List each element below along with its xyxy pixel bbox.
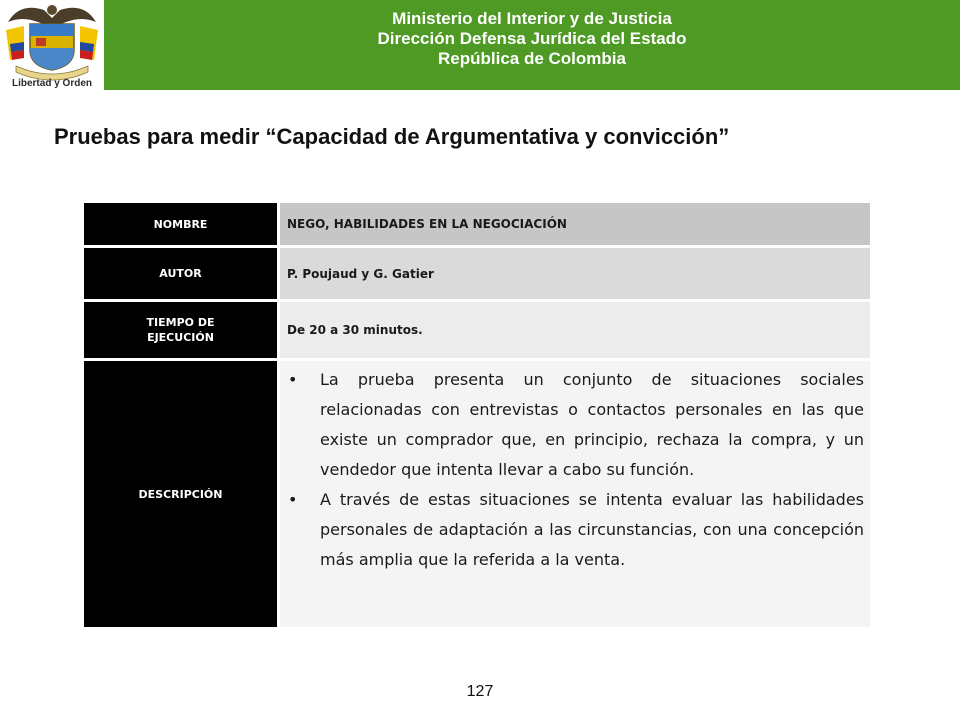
- test-info-table: [84, 203, 870, 627]
- table-row: [84, 203, 870, 247]
- row-label: AUTOR: [84, 247, 279, 301]
- list-item: • La prueba presenta un conjunto de situaciones sociales relacionadas con entrevistas o contactos personales en las que existe un comprador que, en principio, rechaza la compra, y un vendedor que intenta llevar a cabo su función.: [284, 365, 864, 485]
- description-list: [284, 365, 864, 575]
- table-row: [84, 360, 870, 628]
- page-number: 127: [466, 683, 494, 700]
- page-title: Pruebas para medir “Capacidad de Argumentativa y convicción”: [54, 124, 730, 149]
- header-banner: [104, 0, 960, 90]
- list-item: • A través de estas situaciones se intenta evaluar las habilidades personales de adaptación a las circunstancias, con una concepción más amplia que la referida a la venta.: [284, 485, 864, 575]
- bullet-icon: •: [288, 370, 298, 389]
- country-name: República de Colombia: [438, 49, 626, 68]
- row-label: NOMBRE: [84, 203, 279, 247]
- directorate-name: Dirección Defensa Jurídica del Estado: [377, 29, 687, 48]
- row-value: P. Poujaud y G. Gatier: [279, 247, 871, 301]
- row-value: NEGO, HABILIDADES EN LA NEGOCIACIÓN: [279, 203, 871, 247]
- bullet-icon: •: [288, 490, 298, 509]
- description-cell: [279, 360, 871, 628]
- svg-text:Libertad y Orden: Libertad y Orden: [11, 78, 93, 89]
- row-label: TIEMPO DE EJECUCIÓN: [84, 301, 279, 360]
- table-row: [84, 301, 870, 360]
- row-value: De 20 a 30 minutos.: [279, 301, 871, 360]
- coat-of-arms-logo: [0, 0, 104, 92]
- table-row: [84, 247, 870, 301]
- row-label: DESCRIPCIÓN: [84, 360, 279, 628]
- ministry-name: Ministerio del Interior y de Justicia: [392, 9, 672, 28]
